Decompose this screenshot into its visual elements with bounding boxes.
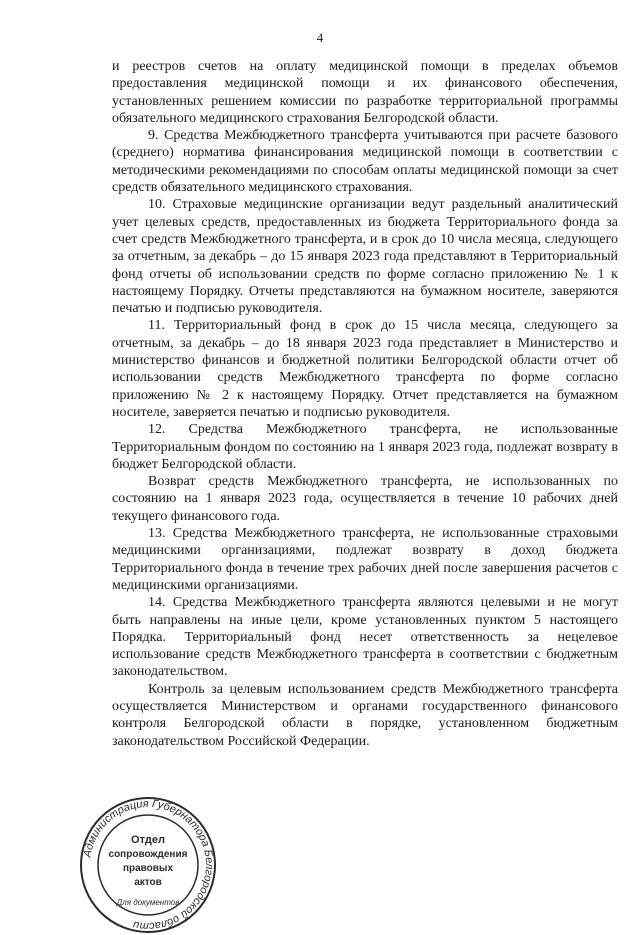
- stamp-ring-text: Администрация Губернатора Белгородской области: [81, 797, 216, 933]
- stamp-line-1: Отдел: [131, 834, 165, 846]
- stamp-line-2: сопровождения: [108, 849, 188, 860]
- paragraph-clause-13: 13. Средства Межбюджетного трансферта, не использованные страховыми медицинскими организациями, подлежат возврату в доход бюджета Территориального фонда в течение трех рабочих дней после завершения расчетов с медицинскими организациями.: [112, 526, 618, 593]
- paragraph-clause-12: 12. Средства Межбюджетного трансферта, не использованные Территориальным фондом по состоянию на 1 января 2023 года, подлежат возврату в бюджет Белгородской области.: [112, 422, 618, 472]
- stamp-line-4: актов: [134, 877, 162, 888]
- stamp-bottom-text: Для документов: [116, 898, 180, 907]
- paragraph-clause-11: 11. Территориальный фонд в срок до 15 числа месяца, следующего за отчетным, за декабрь – до 18 января 2023 года представляет в Министерство и министерство финансов и бюджетной политики Белгородской области отчет об использовании средств Межбюджетного трансферта по форме согласно приложению № 2 к настоящему Порядку. Отчет представляется на бумажном носителе, заверяется печатью и подписью руководителя.: [112, 318, 618, 420]
- document-body: [112, 58, 618, 750]
- paragraph-clause-10: 10. Страховые медицинские организации ведут раздельный аналитический учет целевых средств, предоставленных из бюджета Территориального фонда за счет средств Межбюджетного трансферта, и в срок до 10 числа месяца, следующего за отчетным, за декабрь – до 15 января 2023 года представляют в Территориальный фонд отчеты об использовании средств по форме согласно приложению № 1 к настоящему Порядку. Отчеты представляются на бумажном носителе, заверяются печатью и подписью руководителя.: [112, 197, 618, 317]
- paragraph-continuation: и реестров счетов на оплату медицинской помощи в пределах объемов предоставления медицинской помощи и их финансового обеспечения, установленных решением комиссии по разработке территориальной программы обязательного медицинского страхования Белгородской области.: [112, 59, 618, 126]
- page-number: 4: [316, 30, 324, 45]
- paragraph-clause-9: 9. Средства Межбюджетного трансферта учитываются при расчете базового (среднего) норматива финансирования медицинской помощи в соответствии с методическими рекомендациями по способам оплаты медицинской помощи за счет средств обязательного медицинского страхования.: [112, 128, 618, 196]
- paragraph-control: Контроль за целевым использованием средств Межбюджетного трансферта осуществляется Министерством и органами государственного финансового контроля Белгородской области в порядке, установленном бюджетным законодательством Российской Федерации.: [112, 681, 618, 749]
- paragraph-return-funds: Возврат средств Межбюджетного трансферта, не использованных по состоянию на 1 января 2023 года, осуществляется в течение 10 рабочих дней текущего финансового года.: [112, 474, 618, 524]
- paragraph-clause-14: 14. Средства Межбюджетного трансферта являются целевыми и не могут быть направлены на иные цели, кроме установленных пунктом 5 настоящего Порядка. Территориальный фонд несет ответственность за нецелевое использование средств Межбюджетного трансферта в соответствии с бюджетным законодательством.: [112, 595, 618, 680]
- stamp-line-3: правовых: [122, 863, 174, 874]
- official-stamp: [78, 795, 218, 935]
